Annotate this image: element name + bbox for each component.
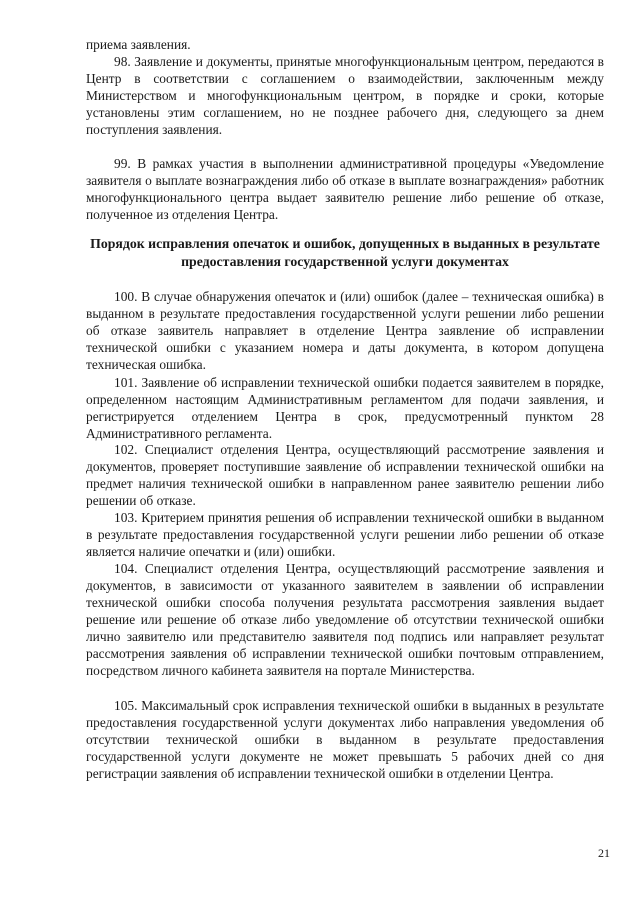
section-heading: Порядок исправления опечаток и ошибок, допущенных в выданных в результате предоставления государственной услуги документах [90, 236, 600, 269]
page-number: 21 [598, 846, 610, 860]
paragraph-103: 103. Критерием принятия решения об исправлении технической ошибки в выданном в результате предоставления государственной услуги решении либо решении об отказе является наличие опечатки и (или) ошибки. [86, 510, 604, 559]
paragraph-99: 99. В рамках участия в выполнении административной процедуры «Уведомление заявителя о выплате вознаграждения либо об отказе в выплате вознаграждения» работник многофункционального центра выдает заявителю решение либо решение об отказе, полученное из отделения Центра. [86, 156, 604, 222]
paragraph-101: 101. Заявление об исправлении технической ошибки подается заявителем в порядке, определенном настоящим Административным регламентом для подачи заявления, и регистрируется отделением Центра в срок, предусмотренный пунктом 28 Административного регламента. [86, 375, 604, 441]
paragraph-98: 98. Заявление и документы, принятые многофункциональным центром, передаются в Центр в соответствии с соглашением о взаимодействии, заключенным между Министерством и многофункциональным центром, в порядке и сроки, которые установлены этим соглашением, но не позднее рабочего дня, следующего за днем поступления заявления. [86, 54, 604, 137]
paragraph-104: 104. Специалист отделения Центра, осуществляющий рассмотрение заявления и документов, в зависимости от указанного заявителем в заявлении об исправлении технической ошибки способа получения результата рассмотрения заявления выдает решение или решение об отказе либо уведомление об отсутствии технической ошибки лично заявителю или представителю заявителя под подпись или направляет результат рассмотрения заявления об исправлении технической ошибки почтовым отправлением, посредством личного кабинета заявителя на портале Министерства. [86, 561, 604, 678]
paragraph-102: 102. Специалист отделения Центра, осуществляющий рассмотрение заявления и документов, проверяет поступившие заявление об исправлении технической ошибки на предмет наличия технической ошибки в направленном ранее заявителю решении либо решении об отказе. [86, 442, 604, 508]
paragraph-97-tail: приема заявления. [86, 37, 191, 52]
paragraph-100: 100. В случае обнаружения опечаток и (или) ошибок (далее – техническая ошибка) в выданном в результате предоставления государственной услуги решении либо решении об отказе заявитель направляет в отделение Центра заявление об исправлении технической ошибки с указанием номера и даты документа, в котором допущена техническая ошибка. [86, 289, 604, 372]
paragraph-105: 105. Максимальный срок исправления технической ошибки в выданных в результате предоставления государственной услуги документах либо направления уведомления об отсутствии технической ошибки в выданном в результате предоставления государственной услуги документе не может превышать 5 рабочих дней со дня регистрации заявления об исправлении технической ошибки в отделении Центра. [86, 698, 604, 781]
